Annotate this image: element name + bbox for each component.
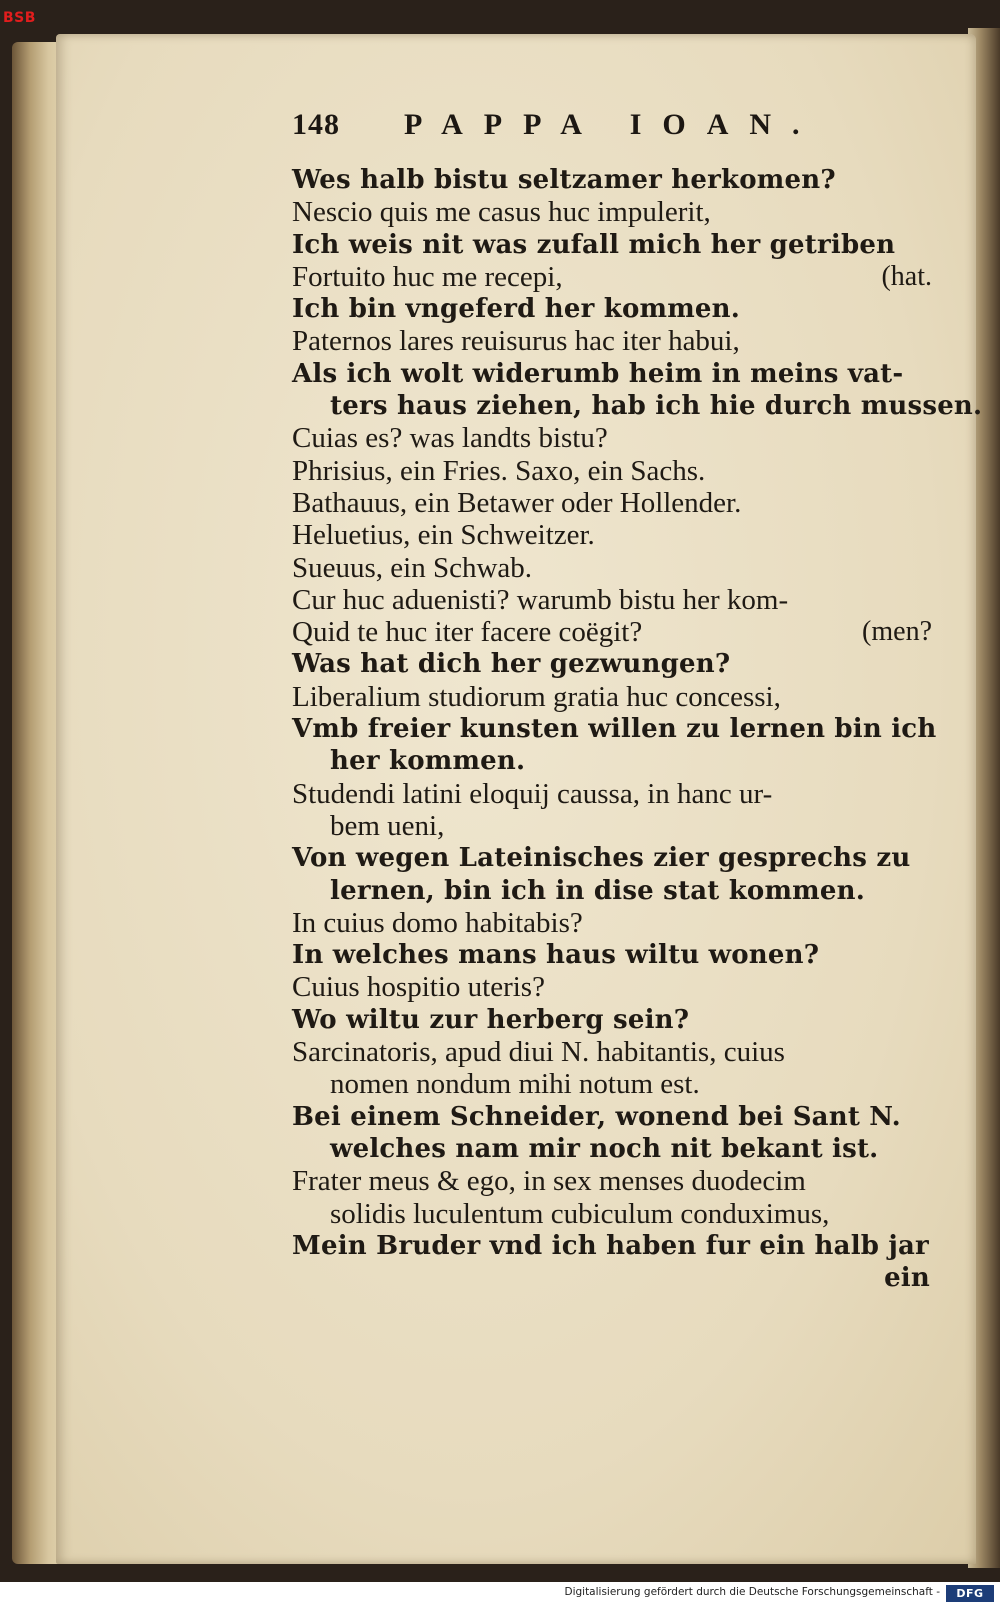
text-line	[292, 390, 983, 422]
text-line	[292, 358, 932, 390]
text-line	[292, 1198, 932, 1230]
line-text: Bei einem Schneider, wonend bei Sant N.	[292, 1101, 901, 1132]
line-text: Frater meus & ego, in sex menses duodecim	[292, 1165, 806, 1198]
line-text: welches nam mir noch nit bekant ist.	[330, 1133, 879, 1164]
line-text: Paternos lares reuisurus hac iter habui,	[292, 325, 740, 358]
text-line	[292, 261, 932, 293]
text-line	[292, 648, 932, 680]
line-text: Ich weis nit was zufall mich her getriben	[292, 229, 896, 260]
text-line	[292, 325, 932, 357]
line-text: Quid te huc iter facere coëgit?	[292, 616, 643, 649]
text-line	[292, 519, 932, 551]
line-overflow: (men?	[862, 616, 932, 648]
text-line	[292, 875, 932, 907]
text-line	[292, 293, 932, 325]
line-text: Studendi latini eloquij caussa, in hanc ur-	[292, 777, 773, 810]
text-line	[292, 584, 932, 616]
line-text: Liberalium studiorum gratia huc concessi,	[292, 680, 781, 713]
text-line	[292, 422, 932, 454]
line-text: Wo wiltu zur herberg sein?	[292, 1004, 690, 1035]
line-text: Vmb freier kunsten willen zu lernen bin ich	[292, 714, 937, 745]
line-text: Fortuito huc me recepi,	[292, 260, 563, 293]
text-line	[292, 487, 932, 519]
running-title: PAPPA IOAN.	[404, 108, 821, 141]
text-line	[292, 616, 932, 648]
text-line	[292, 1133, 932, 1165]
text-line	[292, 229, 932, 261]
line-text: lernen, bin ich in dise stat kommen.	[330, 875, 865, 906]
line-text: Cuius hospitio uteris?	[292, 971, 545, 1004]
text-line	[292, 842, 932, 874]
dfg-logo: DFG	[946, 1585, 994, 1602]
line-text: solidis luculentum cubiculum conduximus,	[330, 1197, 830, 1230]
text-line	[292, 196, 932, 228]
line-text: Was hat dich her gezwungen?	[292, 649, 731, 680]
text-line	[292, 939, 932, 971]
line-text: her kommen.	[330, 746, 526, 777]
page-text	[292, 164, 983, 1294]
footer-bar	[0, 1582, 1000, 1606]
text-line	[292, 552, 932, 584]
text-line	[292, 681, 932, 713]
line-text: Wes halb bistu seltzamer herkomen?	[292, 165, 836, 195]
line-text: Bathauus, ein Betawer oder Hollender.	[292, 486, 742, 519]
text-line	[292, 745, 932, 777]
text-line	[292, 1230, 932, 1262]
text-line	[292, 810, 932, 842]
text-line	[292, 1036, 932, 1068]
text-line	[292, 164, 932, 196]
line-text: In cuius domo habitabis?	[292, 906, 583, 939]
catchword: ein	[884, 1263, 930, 1294]
text-line	[292, 1068, 932, 1100]
line-text: In welches mans haus wiltu wonen?	[292, 940, 820, 971]
line-text: Cur huc aduenisti? warumb bistu her kom-	[292, 583, 789, 616]
line-text: Von wegen Lateinisches zier gesprechs zu	[292, 843, 911, 874]
line-text: bem ueni,	[330, 809, 445, 842]
line-text: nomen nondum mihi notum est.	[330, 1068, 700, 1101]
line-text: Nescio quis me casus huc impulerit,	[292, 196, 711, 229]
page-number: 148	[292, 108, 340, 141]
text-line	[292, 1101, 932, 1133]
line-text: Phrisius, ein Fries. Saxo, ein Sachs.	[292, 454, 706, 487]
line-text: Ich bin vngeferd her kommen.	[292, 294, 741, 325]
text-line	[292, 455, 932, 487]
line-text: Als ich wolt widerumb heim in meins vat-	[292, 358, 904, 389]
text-line	[292, 713, 937, 745]
line-overflow: (hat.	[881, 260, 932, 292]
text-line	[292, 971, 932, 1003]
text-line	[292, 1165, 932, 1197]
line-text: Sarcinatoris, apud diui N. habitantis, cuius	[292, 1036, 785, 1069]
line-text: Cuias es? was landts bistu?	[292, 422, 608, 455]
line-text: Heluetius, ein Schweitzer.	[292, 519, 595, 552]
text-line	[292, 778, 932, 810]
line-text: Mein Bruder vnd ich haben fur ein halb jar	[292, 1230, 929, 1261]
line-text: Sueuus, ein Schwab.	[292, 551, 533, 584]
funding-note: Digitalisierung gefördert durch die Deutsche Forschungsgemeinschaft -	[564, 1586, 940, 1598]
bsb-watermark: BSB	[3, 10, 36, 26]
line-text: ters haus ziehen, hab ich hie durch mussen.	[330, 391, 983, 422]
text-line	[292, 907, 932, 939]
text-line	[292, 1004, 932, 1036]
page-header	[292, 108, 932, 152]
